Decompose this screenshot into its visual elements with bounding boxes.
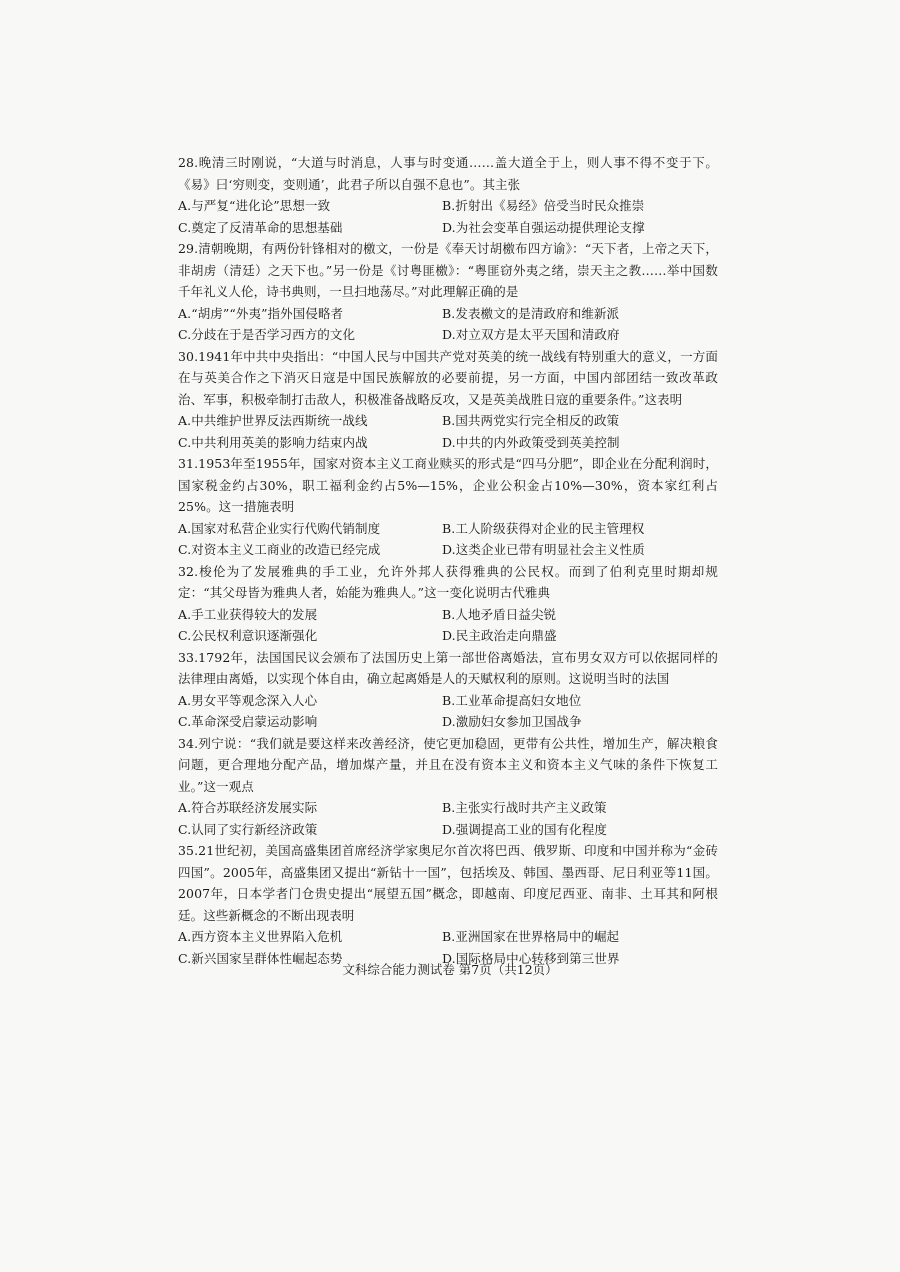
question-stem: 30.1941年中共中央指出：“中国人民与中国共产党对英美的统一战线有特别重大的意义，一方面在与英美合作之下消灭日寇是中国民族解放的必要前提，另一方面，中国内部团结一致改革政治、军事，积极牵制打击敌人，积极准备战略反攻，又是英美战胜日寇的重要条件。”这表明 [178, 348, 718, 407]
option-d: D.民主政治走向鼎盛 [442, 628, 557, 643]
option-a: A.西方资本主义世界陷入危机 [178, 929, 343, 944]
option-b: B.主张实行战时共产主义政策 [442, 800, 607, 815]
question-stem: 34.列宁说：“我们就是要这样来改善经济，使它更加稳固，更带有公共性，增加生产，解决粮食问题，更合理地分配产品，增加煤产量，并且在没有资本主义和资本主义气味的条件下恢复工业。”这一观点 [178, 735, 718, 794]
option-c: C.对资本主义工商业的改造已经完成 [178, 542, 381, 557]
option-a: A.手工业获得较大的发展 [178, 606, 318, 622]
question-30 [178, 346, 718, 454]
option-b: B.亚洲国家在世界格局中的崛起 [442, 929, 620, 944]
option-c: C.奠定了反清革命的思想基础 [178, 219, 343, 235]
option-a: A.符合苏联经济发展实际 [178, 800, 318, 815]
option-d: D.中共的内外政策受到英美控制 [442, 434, 620, 450]
option-grid [178, 797, 718, 840]
question-32 [178, 561, 718, 647]
option-grid [178, 303, 718, 346]
question-stem: 29.清朝晚期，有两份针锋相对的檄文，一份是《奉天讨胡檄布四方谕》：“天下者，上帝之天下，非胡虏（清廷）之天下也。”另一份是《讨粤匪檄》：“粤匪窃外夷之绪，崇天主之教……举中国数千年礼义人伦，诗书典则，一旦扫地荡尽。”对此理解正确的是 [178, 241, 718, 299]
option-c: C.分歧在于是否学习西方的文化 [178, 327, 356, 342]
option-grid [178, 690, 718, 733]
page-footer: 文科综合能力测试卷 第7页（共12页） [342, 962, 558, 977]
option-c: C.革命深受启蒙运动影响 [178, 714, 318, 729]
question-stem: 32.梭伦为了发展雅典的手工业，允许外邦人获得雅典的公民权。而到了伯利克里时期却规定：“其父母皆为雅典人者，始能为雅典人。”这一变化说明古代雅典 [178, 563, 718, 600]
option-c: C.新兴国家呈群体性崛起态势 [178, 950, 343, 966]
question-33 [178, 647, 718, 733]
option-a: A.男女平等观念深入人心 [178, 692, 318, 708]
option-a: A.中共维护世界反法西斯统一战线 [178, 413, 368, 428]
question-stem: 33.1792年，法国国民议会颁布了法国历史上第一部世俗离婚法，宣布男女双方可以依据同样的法律理由离婚，以实现个体自由，确立起离婚是人的天赋权利的原则。这说明当时的法国 [178, 649, 718, 686]
option-grid [178, 410, 718, 453]
option-d: D.强调提高工业的国有化程度 [442, 821, 607, 837]
option-a: A.与严复“进化论”思想一致 [178, 198, 331, 213]
option-d: D.为社会变革自强运动提供理论支撑 [442, 219, 645, 235]
option-b: B.国共两党实行完全相反的政策 [442, 413, 620, 428]
question-list [178, 152, 718, 969]
option-a: A.国家对私营企业实行代购代销制度 [178, 520, 381, 536]
question-stem: 31.1953年至1955年，国家对资本主义工商业赎买的形式是“四马分肥”，即企业在分配利润时，国家税金约占30%，职工福利金约占5%—15%，企业公积金占10%—30%，资本家红利占25%。这一措施表明 [178, 456, 718, 514]
question-stem: 35.21世纪初，美国高盛集团首席经济学家奥尼尔首次将巴西、俄罗斯、印度和中国并称为“金砖四国”。2005年，高盛集团又提出“新钻十一国”，包括埃及、韩国、墨西哥、尼日利亚等11国。2007年，日本学者门仓贵史提出“展望五国”概念，即越南、印度尼西亚、南非、土耳其和阿根廷。这些新概念的不断出现表明 [178, 843, 718, 923]
option-grid [178, 195, 718, 238]
option-d: D.激励妇女参加卫国战争 [442, 714, 582, 729]
question-34 [178, 733, 718, 841]
option-c: C.中共利用英美的影响力结束内战 [178, 434, 368, 450]
option-c: C.认同了实行新经济政策 [178, 821, 318, 837]
option-grid [178, 604, 718, 647]
question-28 [178, 152, 718, 238]
question-31 [178, 453, 718, 561]
option-d: D.这类企业已带有明显社会主义性质 [442, 542, 645, 557]
option-b: B.工人阶级获得对企业的民主管理权 [442, 520, 645, 536]
question-stem: 28.晚清三时刚说，“大道与时消息，人事与时变通……盖大道全于上，则人事不得不变于下。《易》曰‘穷则变，变则通’，此君子所以自强不息也”。其主张 [178, 155, 718, 192]
question-35 [178, 840, 718, 969]
option-b: B.折射出《易经》倍受当时民众推崇 [442, 198, 645, 213]
option-d: D.对立双方是太平天国和清政府 [442, 327, 620, 342]
option-b: B.人地矛盾日益尖锐 [442, 606, 557, 622]
option-b: B.发表檄文的是清政府和维新派 [442, 305, 620, 321]
option-b: B.工业革命提高妇女地位 [442, 692, 582, 708]
option-d: D.国际格局中心转移到第三世界 [442, 950, 620, 966]
question-29 [178, 238, 718, 346]
option-c: C.公民权利意识逐渐强化 [178, 628, 318, 643]
option-a: A.“胡虏”“外夷”指外国侵略者 [178, 305, 344, 321]
option-grid [178, 518, 718, 561]
